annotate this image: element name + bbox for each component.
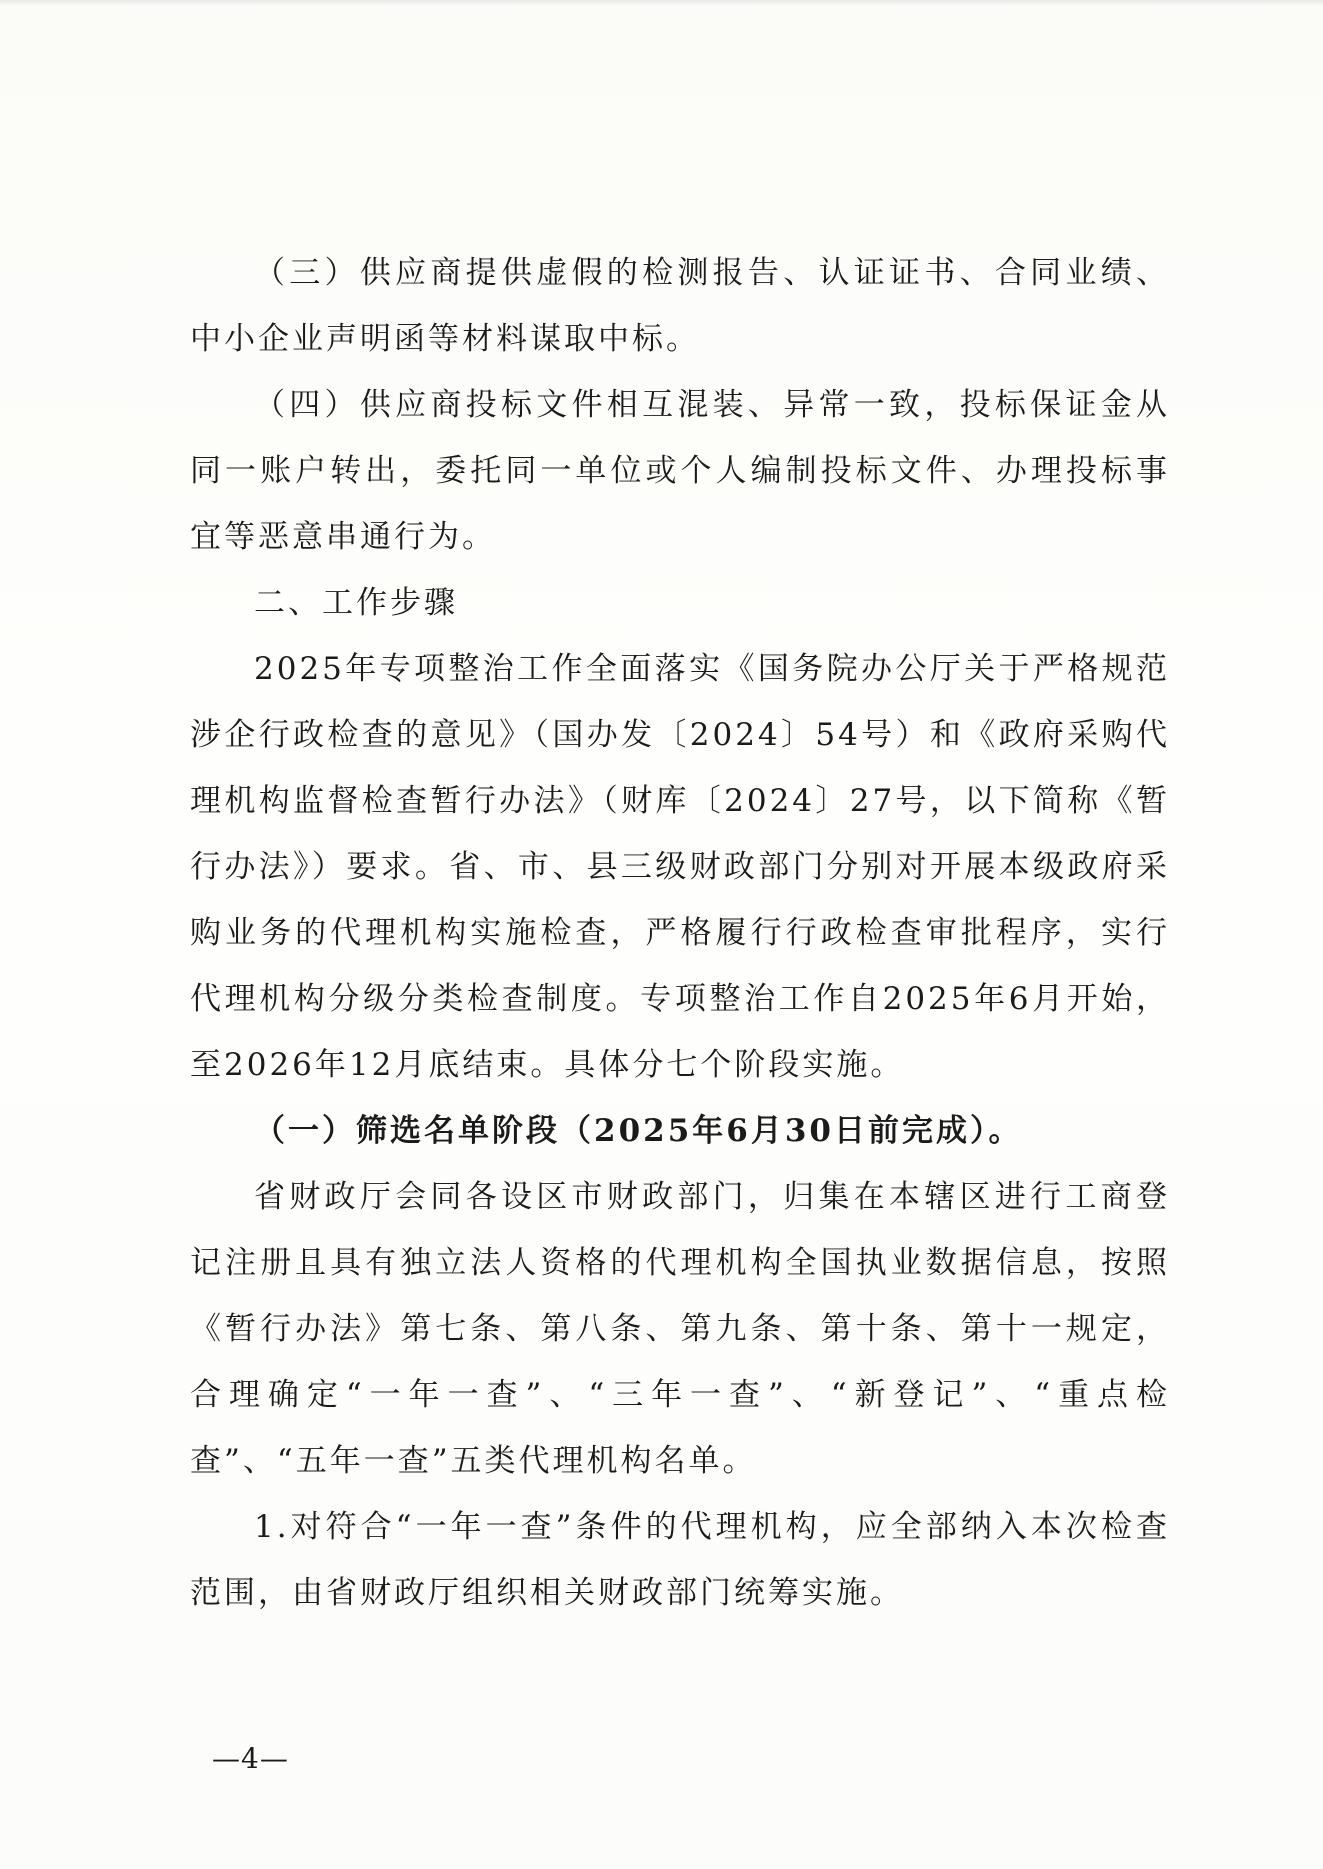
section-heading-work-steps: 二、工作步骤 — [254, 585, 458, 621]
subheading-stage-1: （一）筛选名单阶段（2025年6月30日前完成）。 — [254, 1113, 1023, 1149]
page-number: —4— — [212, 1742, 289, 1775]
paragraph-stage-1-item-1: 1.对符合“一年一查”条件的代理机构，应全部纳入本次检查范围，由省财政厅组织相关财政部门统筹实施。 — [190, 1509, 1170, 1611]
paragraph-item-3: （三）供应商提供虚假的检测报告、认证证书、合同业绩、中小企业声明函等材料谋取中标。 — [190, 255, 1170, 357]
scan-edge — [0, 0, 1323, 6]
paragraph-item-4: （四）供应商投标文件相互混装、异常一致，投标保证金从同一账户转出，委托同一单位或个人编制投标文件、办理投标事宜等恶意串通行为。 — [190, 387, 1170, 555]
paragraph-work-steps-intro: 2025年专项整治工作全面落实《国务院办公厅关于严格规范涉企行政检查的意见》（国办发〔2024〕54号）和《政府采购代理机构监督检查暂行办法》（财库〔2024〕27号，以下简称《暂行办法》）要求。省、市、县三级财政部门分别对开展本级政府采购业务的代理机构实施检查，严格履行行政检查审批程序，实行代理机构分级分类检查制度。专项整治工作自2025年6月开始，至2026年12月底结束。具体分七个阶段实施。 — [190, 651, 1170, 1083]
paragraph-stage-1-body: 省财政厅会同各设区市财政部门，归集在本辖区进行工商登记注册且具有独立法人资格的代理机构全国执业数据信息，按照《暂行办法》第七条、第八条、第九条、第十条、第十一规定，合理确定“一年一查”、“三年一查”、“新登记”、“重点检查”、“五年一查”五类代理机构名单。 — [190, 1179, 1170, 1479]
document-body — [190, 240, 1170, 1626]
